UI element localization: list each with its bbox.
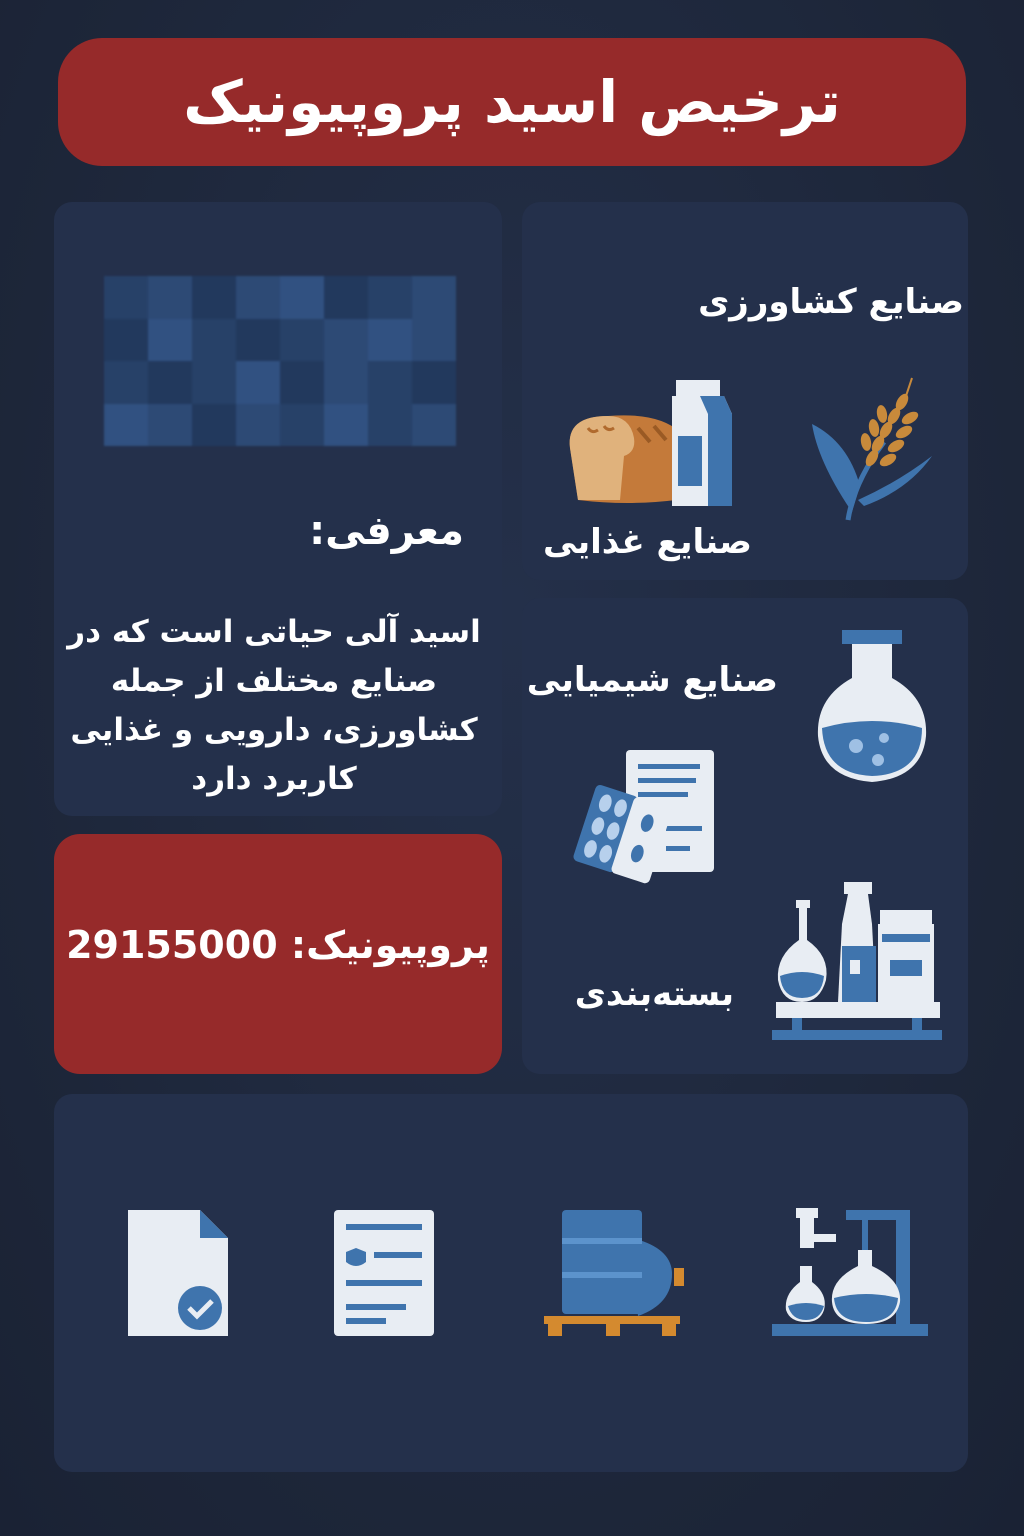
milk-carton-icon [666, 380, 736, 510]
hs-code-text: پروپیونیک: 29155000 [66, 923, 490, 967]
agriculture-label: صنایع کشاورزی [698, 282, 964, 322]
wheat-icon [808, 372, 938, 522]
certified-file-icon [124, 1208, 230, 1338]
title-banner [58, 38, 966, 166]
blurred-image [104, 276, 456, 446]
lab-bench-icon [772, 1206, 928, 1338]
pill-blister-icon [574, 786, 670, 886]
barrel-pallet-icon [542, 1208, 686, 1338]
lab-equipment-icon [772, 880, 942, 1044]
intro-heading: معرفی: [309, 508, 464, 554]
intro-text [60, 608, 488, 804]
intro-line: اسید آلی حیاتی است که در [67, 614, 481, 650]
food-label: صنایع غذایی [542, 522, 752, 562]
flask-icon [812, 628, 932, 788]
intro-line: صنایع مختلف از جمله [110, 663, 438, 699]
certificate-icon [332, 1208, 436, 1338]
packaging-label: بسته‌بندی [574, 974, 734, 1014]
intro-line: کاربرد دارد [191, 761, 357, 797]
intro-line: کشاورزی، دارویی و غذایی [70, 712, 478, 748]
page-title: ترخیص اسید پروپیونیک [183, 68, 841, 136]
chemical-label: صنایع شیمیایی [526, 660, 778, 700]
